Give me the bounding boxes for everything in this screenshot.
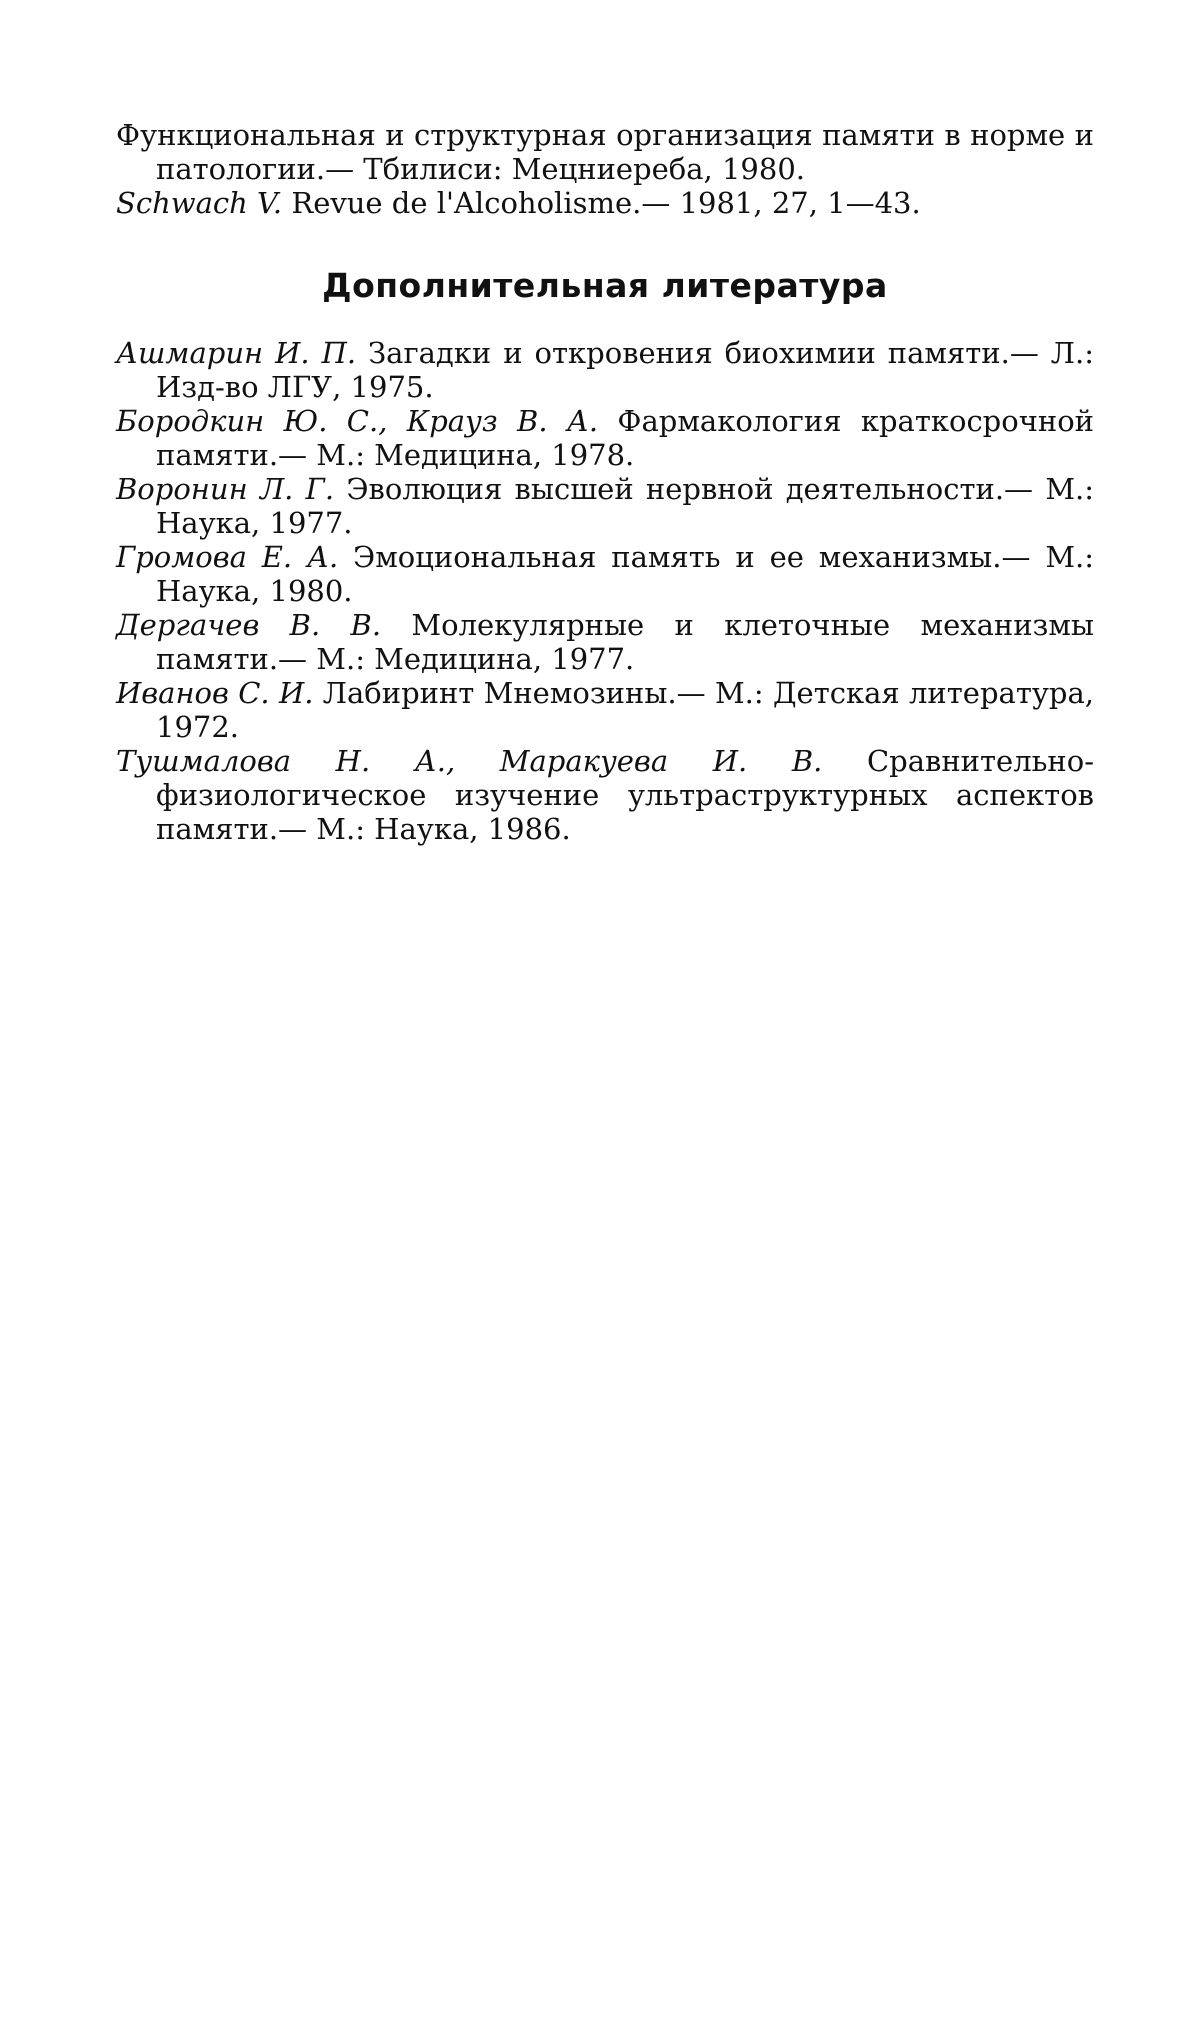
- page-content: [116, 118, 1094, 846]
- reference-entry: [116, 404, 1094, 472]
- reference-entry: [116, 118, 1094, 186]
- reference-list-additional: [116, 336, 1094, 846]
- reference-author: Бородкин Ю. С., Крауз В. А.: [116, 404, 599, 438]
- reference-author: Громова Е. А.: [116, 540, 339, 574]
- reference-entry: [116, 472, 1094, 540]
- reference-text: Эволюция высшей нервной деятельности.— М.: Наука, 1977.: [156, 472, 1095, 540]
- reference-entry: [116, 676, 1094, 744]
- reference-author: Воронин Л. Г.: [116, 472, 335, 506]
- reference-author: Иванов С. И.: [116, 676, 314, 710]
- reference-text: Фармакология краткосрочной памяти.— М.: Медицина, 1978.: [156, 404, 1094, 472]
- reference-text: Эмоциональная память и ее механизмы.— М.: Наука, 1980.: [156, 540, 1094, 608]
- reference-text: Функциональная и структурная организация памяти в норме и патологии.— Тбилиси: Мецниереба, 1980.: [116, 118, 1094, 186]
- reference-entry: [116, 186, 1094, 220]
- reference-author: Дергачев В. В.: [116, 608, 382, 642]
- reference-list-main: [116, 118, 1094, 220]
- reference-author: Тушмалова Н. А., Маракуева И. В.: [116, 744, 823, 778]
- reference-text: Загадки и откровения биохимии памяти.— Л.: Изд-во ЛГУ, 1975.: [156, 336, 1094, 404]
- reference-author: Schwach V.: [116, 186, 283, 220]
- reference-entry: [116, 744, 1094, 846]
- section-heading: Дополнительная литература: [322, 266, 888, 305]
- reference-text: Сравнительно-физиологическое изучение ультраструктурных аспектов памяти.— М.: Наука, 1986.: [156, 744, 1094, 846]
- reference-text: Молекулярные и клеточные механизмы памяти.— М.: Медицина, 1977.: [156, 608, 1094, 676]
- reference-entry: [116, 336, 1094, 404]
- reference-entry: [116, 540, 1094, 608]
- reference-text: Revue de l'Alcoholisme.— 1981, 27, 1—43.: [282, 186, 921, 220]
- reference-text: Лабиринт Мнемозины.— М.: Детская литература, 1972.: [156, 676, 1094, 744]
- reference-entry: [116, 608, 1094, 676]
- reference-author: Ашмарин И. П.: [116, 336, 357, 370]
